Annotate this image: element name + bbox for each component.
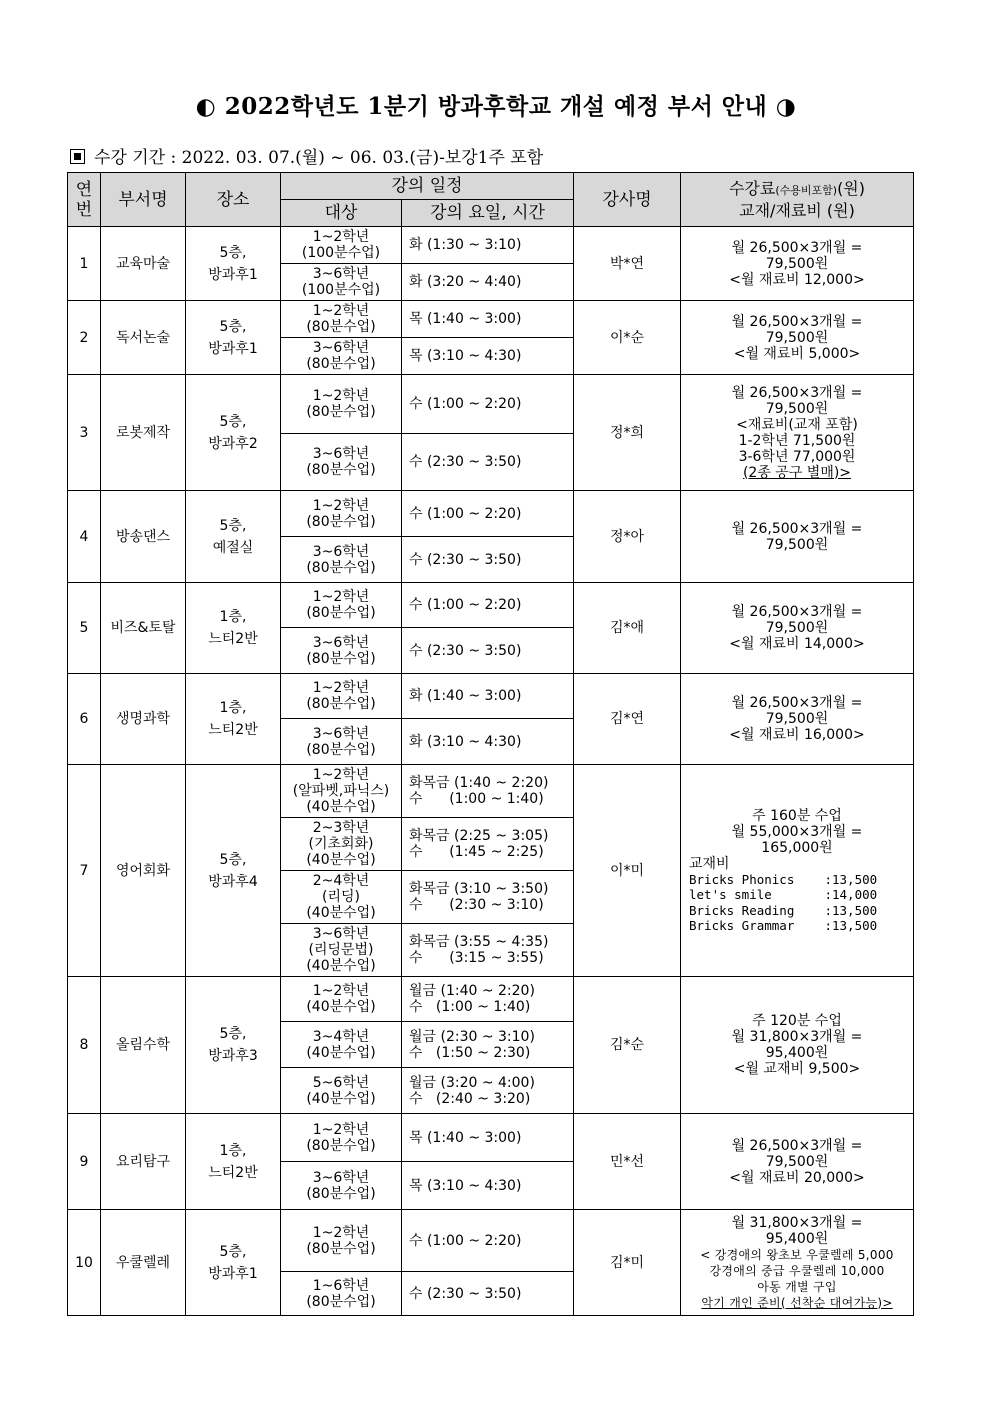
course-fee: [681, 674, 914, 765]
fee-line: 79,500원: [765, 400, 829, 417]
fee-line: 월 26,500×3개월 =: [731, 520, 863, 537]
course-place: 5층, 방과후1: [186, 227, 281, 301]
session-target: 3~6학년 (80분수업): [281, 338, 402, 375]
session-time: 수 (1:00 ~ 2:20): [402, 583, 574, 628]
session-time: 화목금 (3:10 ~ 3:50) 수 (2:30 ~ 3:10): [402, 871, 574, 924]
course-teacher: 민*선: [574, 1114, 681, 1210]
course-fee: [681, 583, 914, 674]
session-time: 수 (2:30 ~ 3:50): [402, 1272, 574, 1316]
fee-line: 월 26,500×3개월 =: [731, 695, 863, 711]
session-time: 목 (3:10 ~ 4:30): [402, 1162, 574, 1210]
session-target: 1~2학년 (80분수업): [281, 674, 402, 719]
session-target: 5~6학년 (40분수업): [281, 1068, 402, 1114]
course-no: 7: [68, 765, 101, 977]
fee-line: <재료비(교재 포함): [736, 416, 858, 433]
session-target: 3~6학년 (80분수업): [281, 537, 402, 583]
session-target: 1~2학년 (80분수업): [281, 1114, 402, 1162]
course-no: 5: [68, 583, 101, 674]
header-fee-line2: 교재/재료비 (원): [739, 200, 855, 220]
fee-line: <월 재료비 20,000>: [729, 1169, 865, 1186]
fee-line: 월 26,500×3개월 =: [731, 239, 863, 256]
header-target: 대상: [281, 200, 402, 227]
session-target: 1~2학년 (80분수업): [281, 1210, 402, 1272]
session-target: 3~6학년 (80분수업): [281, 719, 402, 765]
page-title: ◐ 2022학년도 1분기 방과후학교 개설 예정 부서 안내 ◑: [195, 93, 797, 120]
fee-line: 79,500원: [765, 536, 829, 553]
session-target: 3~6학년 (80분수업): [281, 1162, 402, 1210]
table-row: [68, 1114, 914, 1162]
session-target: 1~2학년 (알파벳,파닉스) (40분수업): [281, 765, 402, 818]
table-row: [68, 674, 914, 719]
fee-line: 월 31,800×3개월 =: [731, 1029, 863, 1045]
course-name: 생명과학: [101, 674, 186, 765]
course-teacher: 박*연: [574, 227, 681, 301]
fee-line: 주 120분 수업: [752, 1013, 842, 1029]
course-fee: [681, 765, 914, 977]
course-fee: [681, 375, 914, 491]
session-time: 월금 (2:30 ~ 3:10) 수 (1:50 ~ 2:30): [402, 1022, 574, 1068]
course-place: 1층, 느티2반: [186, 583, 281, 674]
fee-line: 월 26,500×3개월 =: [731, 604, 863, 620]
course-teacher: 정*아: [574, 491, 681, 583]
header-schedule: 강의 일정: [281, 173, 574, 200]
session-target: 1~2학년 (80분수업): [281, 491, 402, 537]
fee-line: 1-2학년 71,500원: [738, 432, 856, 449]
session-time: 목 (1:40 ~ 3:00): [402, 1114, 574, 1162]
session-time: 화 (1:40 ~ 3:00): [402, 674, 574, 719]
course-teacher: 김*연: [574, 674, 681, 765]
header-fee-unit: (원): [837, 178, 866, 198]
course-no: 8: [68, 977, 101, 1114]
session-time: 월금 (3:20 ~ 4:00) 수 (2:40 ~ 3:20): [402, 1068, 574, 1114]
session-time: 월금 (1:40 ~ 2:20) 수 (1:00 ~ 1:40): [402, 977, 574, 1022]
course-no: 6: [68, 674, 101, 765]
course-place: 5층, 방과후4: [186, 765, 281, 977]
fee-line: <월 재료비 16,000>: [729, 727, 865, 743]
course-place: 1층, 느티2반: [186, 674, 281, 765]
course-no: 1: [68, 227, 101, 301]
course-fee: [681, 1210, 914, 1316]
course-name: 올림수학: [101, 977, 186, 1114]
fee-line: <월 재료비 14,000>: [729, 636, 865, 652]
header-place: 장소: [186, 173, 281, 227]
table-row: [68, 765, 914, 818]
course-name: 교육마술: [101, 227, 186, 301]
course-period: [70, 143, 543, 168]
course-place: 5층, 방과후1: [186, 301, 281, 375]
header-fee: [681, 173, 914, 227]
session-time: 목 (1:40 ~ 3:00): [402, 301, 574, 338]
session-target: 1~2학년 (80분수업): [281, 583, 402, 628]
session-target: 3~6학년 (80분수업): [281, 628, 402, 674]
session-target: 3~6학년 (80분수업): [281, 434, 402, 491]
session-time: 화목금 (2:25 ~ 3:05) 수 (1:45 ~ 2:25): [402, 818, 574, 871]
session-time: 수 (1:00 ~ 2:20): [402, 491, 574, 537]
table-row: [68, 1210, 914, 1272]
period-text: 수강 기간 : 2022. 03. 07.(월) ~ 06. 03.(금)-보강1주 포함: [94, 148, 544, 168]
course-no: 10: [68, 1210, 101, 1316]
session-target: 1~2학년 (80분수업): [281, 375, 402, 434]
course-name: 독서논술: [101, 301, 186, 375]
fee-line: 95,400원: [765, 1045, 829, 1061]
fee-books-label: 교재비: [689, 855, 730, 872]
course-fee: [681, 1114, 914, 1210]
session-target: 3~6학년 (100분수업): [281, 264, 402, 301]
session-target: 1~2학년 (100분수업): [281, 227, 402, 264]
session-target: 3~4학년 (40분수업): [281, 1022, 402, 1068]
table-row: [68, 977, 914, 1022]
fee-line: 165,000원: [761, 839, 833, 856]
table-row: [68, 375, 914, 434]
course-teacher: 김*미: [574, 1210, 681, 1316]
fee-line: 79,500원: [765, 255, 829, 272]
fee-note-line: < 강경애의 왕초보 우쿨렐레 5,000: [700, 1247, 894, 1262]
course-name: 요리탐구: [101, 1114, 186, 1210]
session-time: 수 (1:00 ~ 2:20): [402, 1210, 574, 1272]
square-bullet-icon: [70, 149, 85, 164]
course-teacher: 정*희: [574, 375, 681, 491]
session-target: 1~6학년 (80분수업): [281, 1272, 402, 1316]
session-time: 화목금 (3:55 ~ 4:35) 수 (3:15 ~ 3:55): [402, 924, 574, 977]
course-no: 3: [68, 375, 101, 491]
session-time: 화 (3:10 ~ 4:30): [402, 719, 574, 765]
course-name: 방송댄스: [101, 491, 186, 583]
fee-line: 월 26,500×3개월 =: [731, 313, 863, 330]
course-place: 5층, 방과후1: [186, 1210, 281, 1316]
course-fee: [681, 227, 914, 301]
fee-note-line: 아동 개별 구입: [757, 1279, 837, 1294]
table-row: [68, 583, 914, 628]
fee-line: 79,500원: [765, 329, 829, 346]
fee-book-item: Bricks Phonics :13,500: [689, 871, 878, 887]
fee-line: 79,500원: [765, 620, 829, 636]
course-name: 로봇제작: [101, 375, 186, 491]
table-row: [68, 227, 914, 264]
course-fee: [681, 977, 914, 1114]
course-teacher: 김*순: [574, 977, 681, 1114]
header-fee-main: 수강료: [728, 178, 776, 198]
course-name: 우쿨렐레: [101, 1210, 186, 1316]
session-target: 2~3학년 (기초회화) (40분수업): [281, 818, 402, 871]
course-place: 1층, 느티2반: [186, 1114, 281, 1210]
header-fee-small: (수용비포함): [775, 183, 838, 197]
table-row: [68, 491, 914, 537]
session-time: 수 (2:30 ~ 3:50): [402, 628, 574, 674]
session-time: 수 (2:30 ~ 3:50): [402, 537, 574, 583]
header-no: 연 번: [68, 173, 101, 227]
session-target: 3~6학년 (리딩문법) (40분수업): [281, 924, 402, 977]
session-time: 수 (1:00 ~ 2:20): [402, 375, 574, 434]
fee-note-line: 악기 개인 준비( 선착순 대여가능)>: [701, 1295, 893, 1310]
fee-line: 월 55,000×3개월 =: [731, 823, 863, 840]
session-target: 1~2학년 (80분수업): [281, 301, 402, 338]
course-teacher: 김*애: [574, 583, 681, 674]
fee-line: 월 31,800×3개월 =: [731, 1214, 863, 1231]
course-teacher: 이*순: [574, 301, 681, 375]
course-place: 5층, 방과후3: [186, 977, 281, 1114]
course-name: 비즈&토탈: [101, 583, 186, 674]
session-time: 화 (1:30 ~ 3:10): [402, 227, 574, 264]
fee-line: 79,500원: [765, 1153, 829, 1170]
header-time: 강의 요일, 시간: [402, 200, 574, 227]
fee-book-item: Bricks Reading :13,500: [689, 902, 878, 918]
fee-line: 월 26,500×3개월 =: [731, 384, 863, 401]
session-time: 수 (2:30 ~ 3:50): [402, 434, 574, 491]
course-no: 9: [68, 1114, 101, 1210]
course-no: 4: [68, 491, 101, 583]
fee-line: 월 26,500×3개월 =: [731, 1137, 863, 1154]
session-time: 화목금 (1:40 ~ 2:20) 수 (1:00 ~ 1:40): [402, 765, 574, 818]
fee-line: 79,500원: [765, 711, 829, 727]
header-teacher: 강사명: [574, 173, 681, 227]
fee-note-line: 강경애의 중급 우쿨렐레 10,000: [709, 1263, 885, 1278]
fee-line: 3-6학년 77,000원: [738, 448, 856, 465]
table-row: [68, 301, 914, 338]
fee-book-item: let's smile :14,000: [689, 887, 878, 902]
course-fee: [681, 491, 914, 583]
course-name: 영어회화: [101, 765, 186, 977]
fee-line: 95,400원: [765, 1230, 829, 1247]
session-target: 2~4학년 (리딩) (40분수업): [281, 871, 402, 924]
fee-line: 주 160분 수업: [752, 807, 842, 824]
course-place: 5층, 예절실: [186, 491, 281, 583]
session-time: 목 (3:10 ~ 4:30): [402, 338, 574, 375]
fee-line: <월 재료비 12,000>: [729, 271, 865, 288]
fee-line: <월 교재비 9,500>: [733, 1061, 861, 1077]
session-time: 화 (3:20 ~ 4:40): [402, 264, 574, 301]
course-teacher: 이*미: [574, 765, 681, 977]
course-no: 2: [68, 301, 101, 375]
fee-line: <월 재료비 5,000>: [733, 345, 861, 362]
fee-line: (2종 공구 별매)>: [742, 464, 852, 481]
course-table: [67, 172, 914, 1316]
course-fee: [681, 301, 914, 375]
header-dept: 부서명: [101, 173, 186, 227]
fee-book-item: Bricks Grammar :13,500: [689, 918, 878, 933]
course-place: 5층, 방과후2: [186, 375, 281, 491]
session-target: 1~2학년 (40분수업): [281, 977, 402, 1022]
fee-books-list: [681, 872, 913, 934]
